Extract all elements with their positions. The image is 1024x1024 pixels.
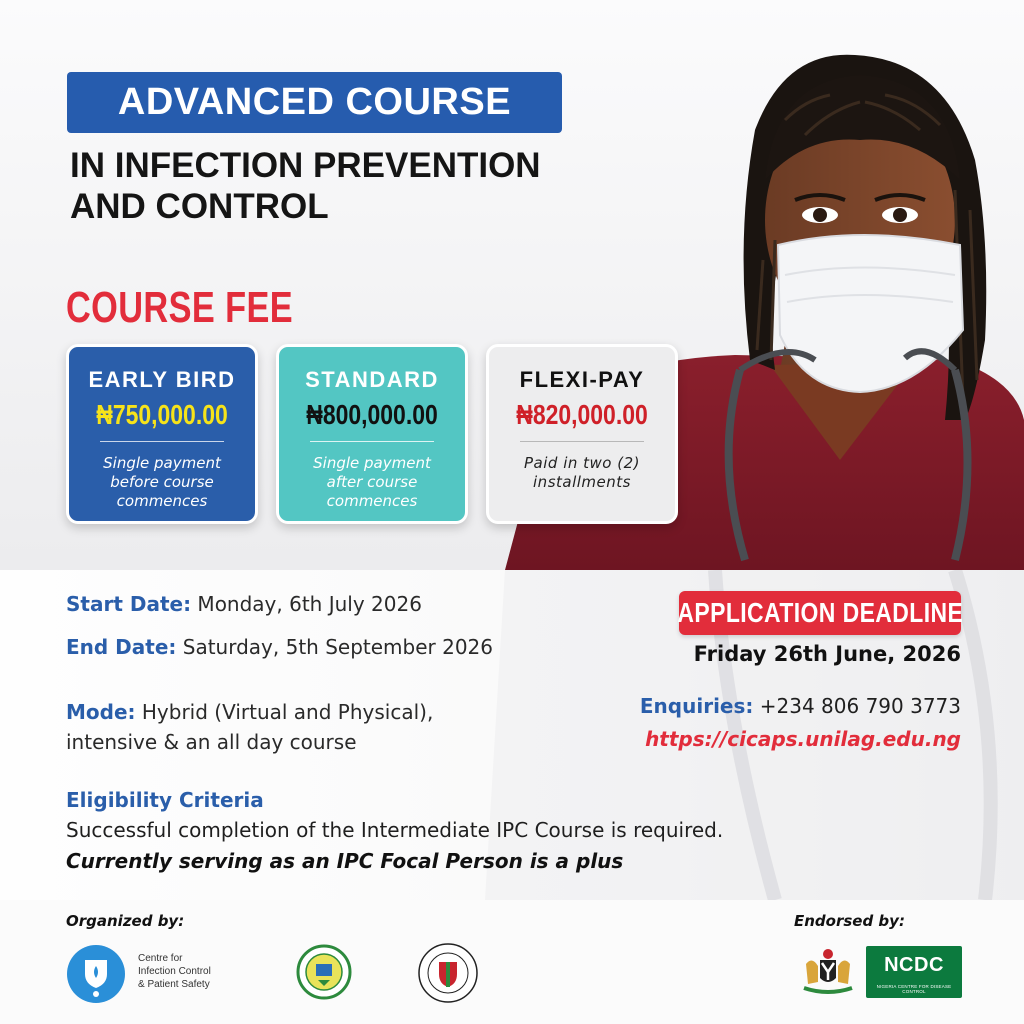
fee-card-title: FLEXI-PAY bbox=[519, 367, 645, 392]
fee-card-note: Single payment before course commences bbox=[103, 454, 221, 510]
deadline-label: APPLICATION DEADLINE bbox=[677, 597, 963, 628]
ncdc-logo-subtext: NIGERIA CENTRE FOR DISEASE CONTROL bbox=[876, 984, 952, 994]
eligibility-heading: Eligibility Criteria bbox=[66, 788, 264, 812]
fee-card-price: ₦800,000.00 bbox=[306, 399, 438, 430]
fee-card-standard bbox=[276, 344, 468, 524]
start-date bbox=[66, 589, 422, 619]
fee-card-divider bbox=[310, 441, 434, 442]
college-of-medicine-seal-icon bbox=[417, 942, 479, 1004]
course-subtitle: IN INFECTION PREVENTION AND CONTROL bbox=[70, 146, 541, 226]
cicaps-name: Centre for Infection Control & Patient Safety bbox=[138, 953, 211, 990]
end-date-value: Saturday, 5th September 2026 bbox=[176, 635, 494, 659]
organized-by-label: Organized by: bbox=[66, 912, 185, 930]
mode-value: Hybrid (Virtual and Physical), intensive & an all day course bbox=[66, 700, 434, 754]
fee-card-flexi-pay bbox=[486, 344, 678, 524]
fee-card-title: STANDARD bbox=[305, 367, 439, 392]
start-date-value: Monday, 6th July 2026 bbox=[191, 592, 422, 616]
fee-card-title: EARLY BIRD bbox=[88, 367, 236, 392]
fee-card-early-bird bbox=[66, 344, 258, 524]
nigeria-coat-of-arms-icon bbox=[798, 946, 858, 998]
fee-card-note: Paid in two (2) installments bbox=[524, 454, 640, 491]
unilag-seal-icon bbox=[296, 944, 352, 1000]
fee-card-note: Single payment after course commences bbox=[313, 454, 431, 510]
enquiries-label: Enquiries: bbox=[639, 694, 754, 718]
enquiries-phone: +234 806 790 3773 bbox=[753, 694, 961, 718]
fee-card-divider bbox=[520, 441, 644, 442]
fee-card-divider bbox=[100, 441, 224, 442]
course-title-banner bbox=[67, 72, 562, 133]
fee-card-price: ₦820,000.00 bbox=[516, 399, 648, 430]
mode-label: Mode: bbox=[66, 700, 136, 724]
end-date bbox=[66, 632, 493, 662]
start-date-label: Start Date: bbox=[66, 592, 192, 616]
application-deadline-badge bbox=[679, 591, 961, 635]
course-title: ADVANCED COURSE bbox=[117, 81, 512, 123]
course-fee-heading: COURSE FEE bbox=[66, 283, 294, 332]
eligibility-plus: Currently serving as an IPC Focal Person is a plus bbox=[66, 849, 624, 873]
fee-card-price: ₦750,000.00 bbox=[96, 399, 228, 430]
eligibility-text: Successful completion of the Intermediate IPC Course is required. bbox=[66, 818, 724, 842]
ncdc-logo bbox=[866, 946, 962, 998]
endorsed-by-label: Endorsed by: bbox=[794, 912, 905, 930]
enquiries bbox=[640, 694, 961, 718]
ncdc-logo-text: NCDC bbox=[884, 954, 944, 976]
website-link[interactable]: https://cicaps.unilag.edu.ng bbox=[645, 727, 961, 751]
cicaps-logo-icon bbox=[66, 944, 126, 1004]
course-mode bbox=[66, 697, 536, 757]
deadline-date: Friday 26th June, 2026 bbox=[693, 642, 961, 666]
end-date-label: End Date: bbox=[66, 635, 177, 659]
